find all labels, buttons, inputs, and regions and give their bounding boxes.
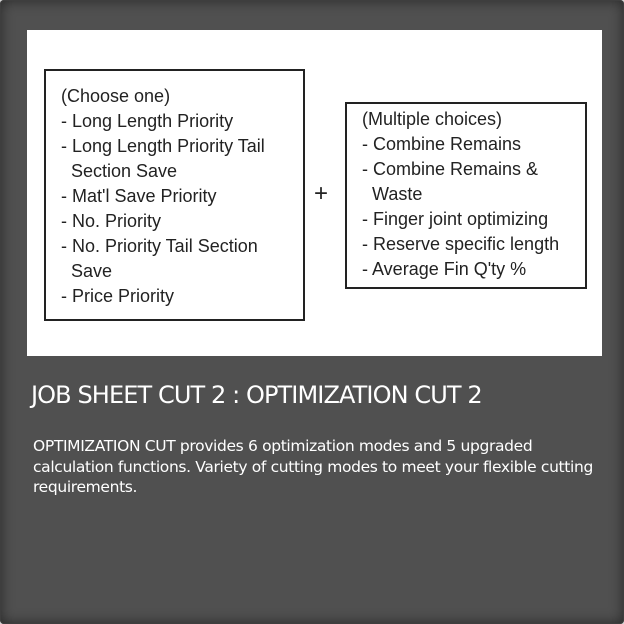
mode-item-continued: Section Save [71,161,178,181]
mode-item-continued: Save [71,261,113,281]
function-item: - Finger joint optimizing [362,209,549,229]
mode-item: - Price Priority [61,286,175,306]
card-title: JOB SHEET CUT 2 : OPTIMIZATION CUT 2 [31,381,482,409]
card-description: OPTIMIZATION CUT provides 6 optimization modes and 5 upgraded calculation functions. Variety of cutting modes to meet your flexible cutting requirements. [33,437,593,496]
plus-operator: + [314,180,329,207]
mode-item: - No. Priority Tail Section [61,236,258,256]
mode-item: - No. Priority [61,211,162,231]
modes-heading: (Choose one) [61,86,171,106]
mode-item: - Long Length Priority Tail [61,136,265,156]
function-item: - Average Fin Q'ty % [362,259,527,279]
function-item: - Combine Remains [362,134,522,154]
functions-heading: (Multiple choices) [362,109,503,129]
function-item: - Reserve specific length [362,234,560,254]
calculation-functions-box [345,102,587,289]
mode-item: - Mat'l Save Priority [61,186,217,206]
function-item-continued: Waste [372,184,423,204]
function-item: - Combine Remains & [362,159,539,179]
optimization-modes-box [44,69,305,321]
diagram-panel [27,30,602,356]
mode-item: - Long Length Priority [61,111,234,131]
